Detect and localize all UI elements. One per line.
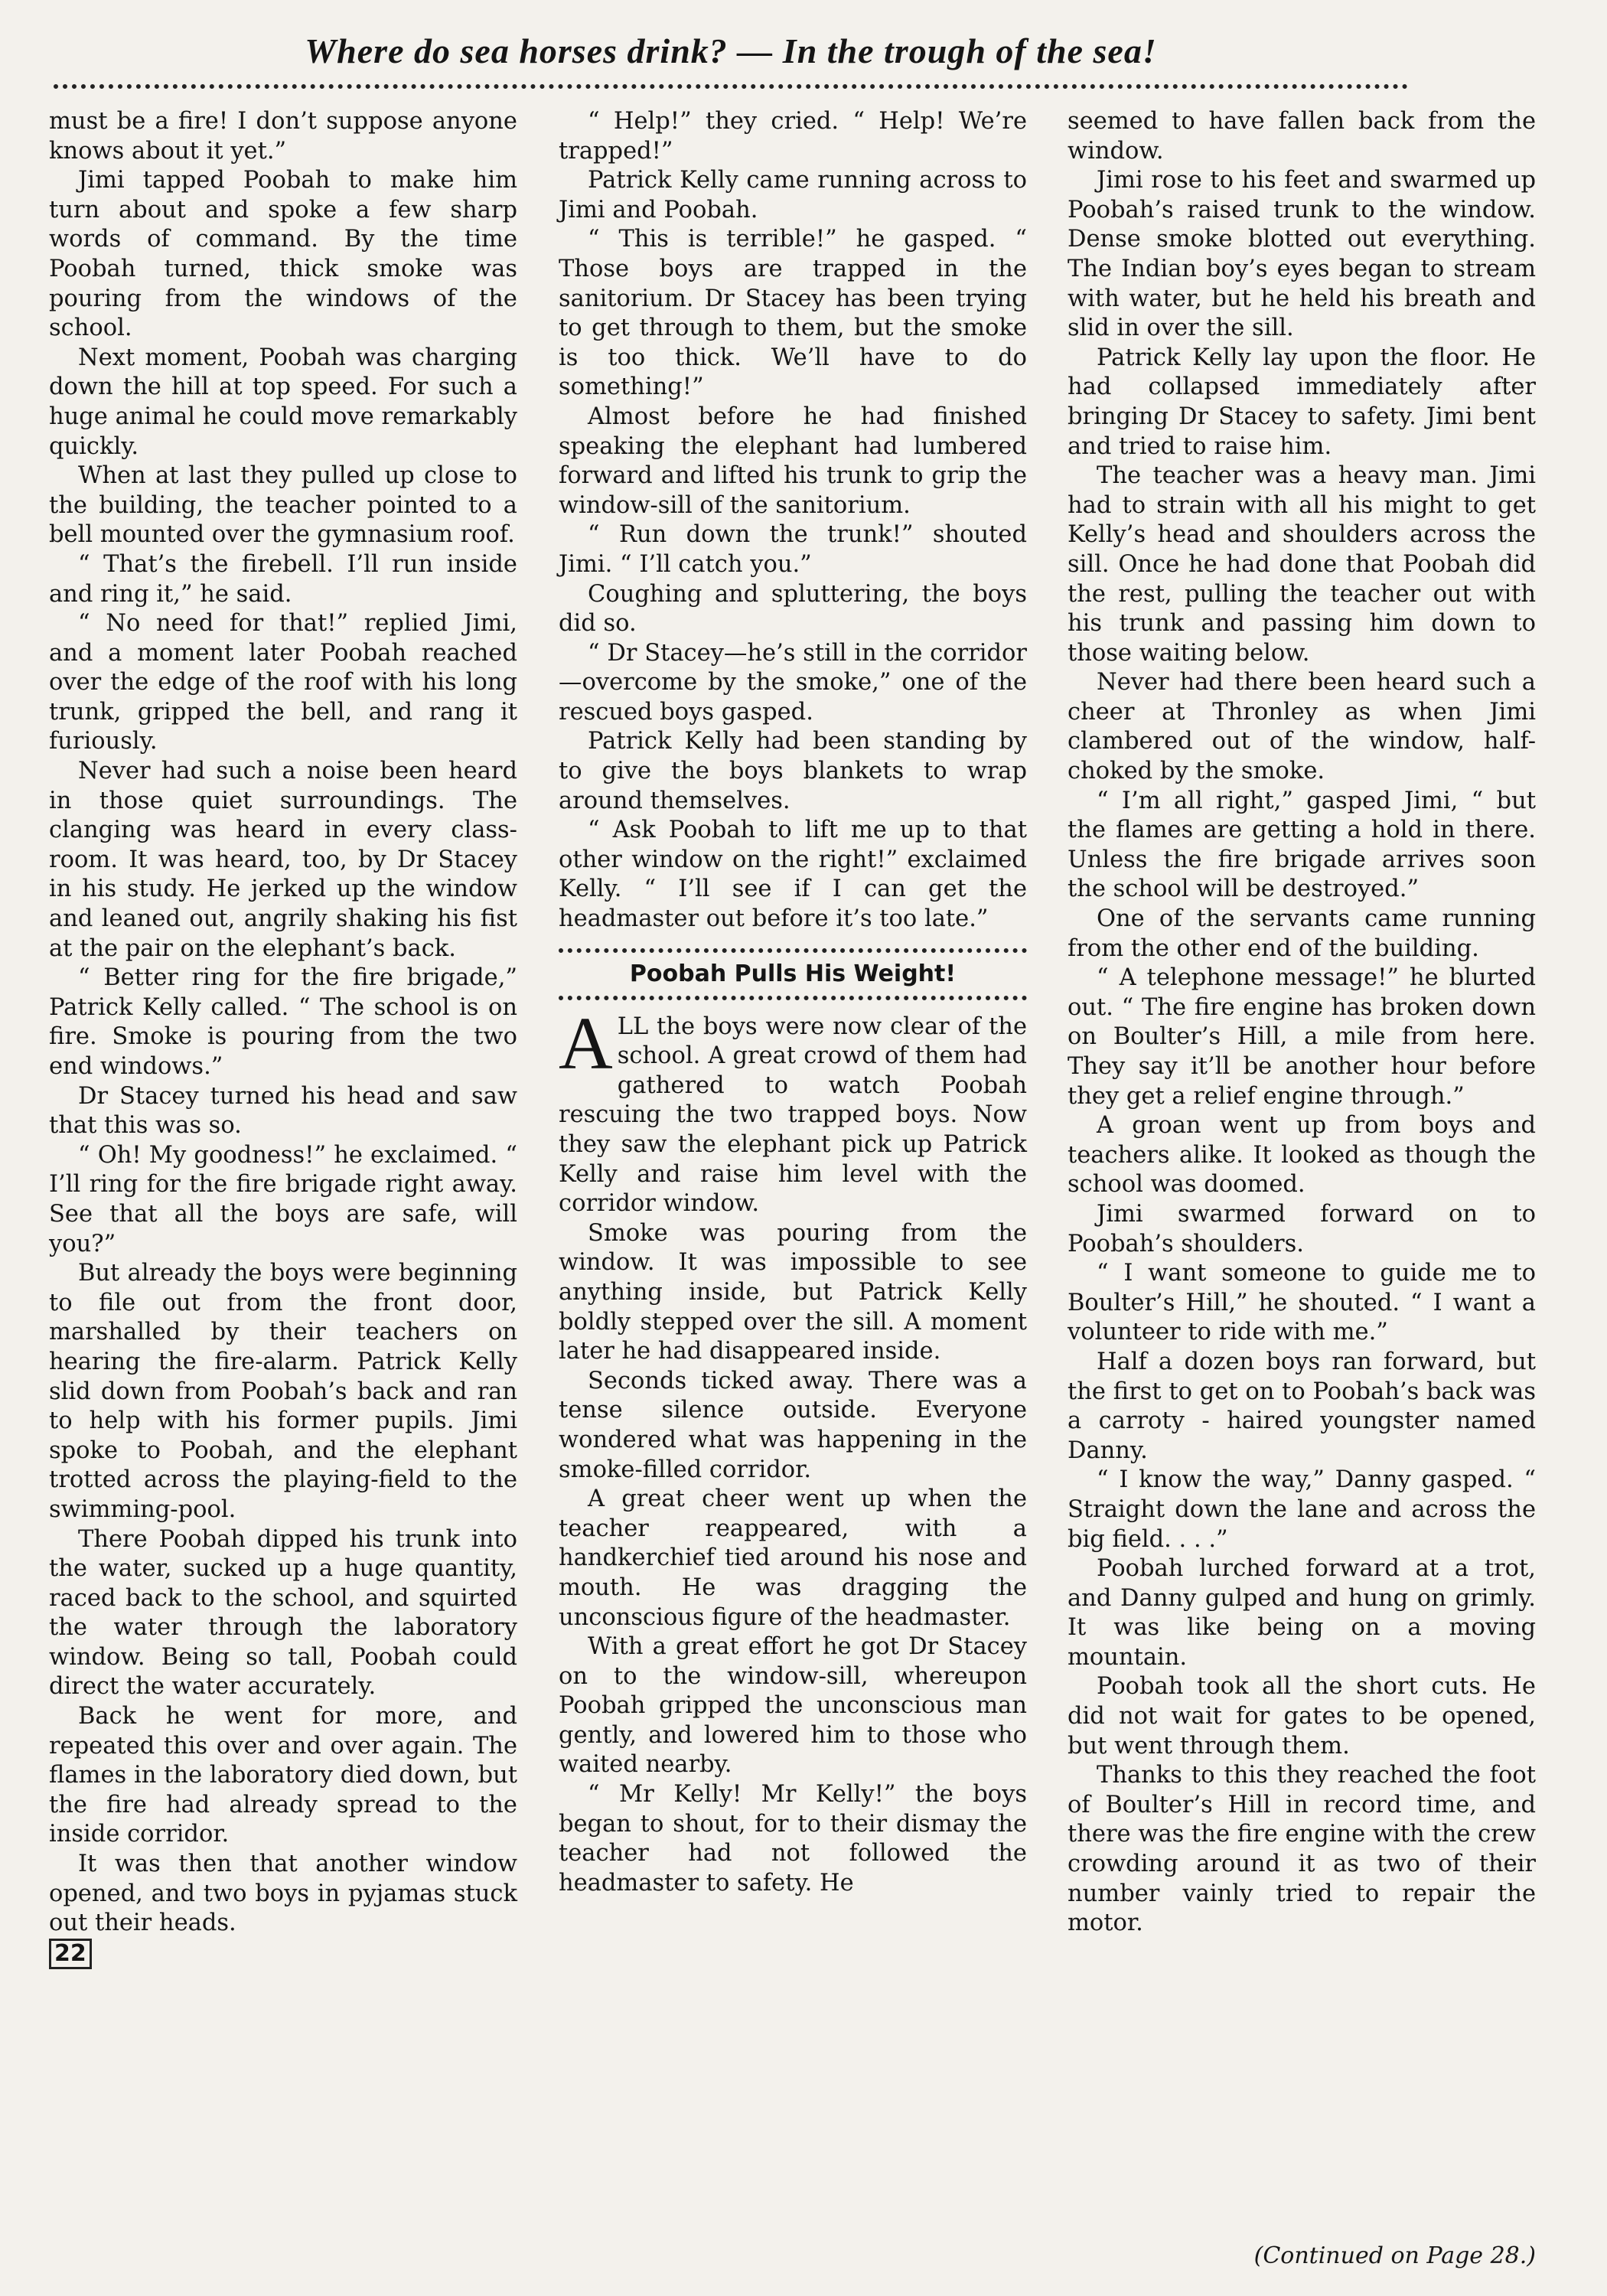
paragraph: It was then that another window opened, and two boys in pyjamas stuck out their heads. <box>49 1851 517 1937</box>
paragraph: With a great effort he got Dr Stacey on to the window-sill, whereupon Poobah gripped the unconscious man gently, and lowered him to those who waited nearby. <box>559 1633 1027 1779</box>
paragraph: A great cheer went up when the teacher reappeared, with a handkerchief tied around his nose and mouth. He was dragging the unconscious figure of the headmaster. <box>559 1486 1027 1631</box>
paragraph: “ That’s the firebell. I’ll run inside and ring it,” he said. <box>49 550 517 608</box>
paragraph: Almost before he had finished speaking the elephant had lumbered forward and lifted his trunk to grip the window-sill of the sanitorium. <box>559 403 1027 519</box>
paragraph: Poobah took all the short cuts. He did not wait for gates to be opened, but went through them. <box>1068 1673 1536 1760</box>
header-rule <box>54 84 1408 89</box>
section-subheading: Poobah Pulls His Weight! <box>629 960 957 987</box>
paragraph: Jimi tapped Poobah to make him turn about and spoke a few sharp words of command. By the time Poobah turned, thick smoke was pouring from the windows of the school. <box>49 167 517 342</box>
paragraph: There Poobah dipped his trunk into the water, sucked up a huge quantity, raced back to the school, and squirted the water through the laboratory window. Being so tall, Poobah could direct the water accurately. <box>49 1525 517 1701</box>
paragraph: “ Help!” they cried. “ Help! We’re trapped!” <box>559 108 1027 165</box>
paragraph: Half a dozen boys ran forward, but the first to get on to Poobah’s back was a carroty - haired youngster named Danny. <box>1068 1348 1536 1464</box>
paragraph: “ I know the way,” Danny gasped. “ Straight down the lane and across the big field. . . .” <box>1068 1466 1536 1553</box>
paragraph: seemed to have fallen back from the window. <box>1068 108 1536 165</box>
paragraph: But already the boys were beginning to file out from the front door, marshalled by their teachers on hearing the fire-alarm. Patrick Kelly slid down from Poobah’s back and ran to help with his former pupils. Jimi spoke to Poobah, and the elephant trotted across the playing-field to the swimming-pool. <box>49 1260 517 1523</box>
paragraph: Next moment, Poobah was charging down the hill at top speed. For such a huge animal he could move remarkably quickly. <box>49 344 517 460</box>
paragraph: Smoke was pouring from the window. It was impossible to see anything inside, but Patrick Kelly boldly stepped over the sill. A moment later he had disappeared inside. <box>559 1219 1027 1365</box>
paragraph: Jimi rose to his feet and swarmed up Poobah’s raised trunk to the window. Dense smoke blotted out everything. The Indian boy’s eyes began to stream with water, but he held his breath and slid in over the sill. <box>1068 167 1536 342</box>
paragraph: Never had such a noise been heard in those quiet surroundings. The clanging was heard in every class-room. It was heard, too, by Dr Stacey in his study. He jerked up the window and leaned out, angrily shaking his fist at the pair on the elephant’s back. <box>49 758 517 962</box>
paragraph: must be a fire! I don’t suppose anyone knows about it yet.” <box>49 108 517 165</box>
paragraph: “ Ask Poobah to lift me up to that other window on the right!” exclaimed Kelly. “ I’ll see if I can get the headmaster out before it’s too late.” <box>559 817 1027 933</box>
paragraph: “ This is terrible!” he gasped. “ Those boys are trapped in the sanitorium. Dr Stacey has been trying to get through to them, but the smoke is too thick. We’ll have to do something!” <box>559 226 1027 401</box>
paragraph: “ Oh! My goodness!” he exclaimed. “ I’ll ring for the fire brigade right away. See that all the boys are safe, will you?” <box>49 1141 517 1257</box>
paragraph: “ I’m all right,” gasped Jimi, “ but the flames are getting a hold in there. Unless the fire brigade arrives soon the school will be destroyed.” <box>1068 787 1536 903</box>
paragraph: Never had there been heard such a cheer at Thronley as when Jimi clambered out of the window, half-choked by the smoke. <box>1068 669 1536 785</box>
paragraph: Poobah lurched forward at a trot, and Danny gulped and hung on grimly. It was like being on a moving mountain. <box>1068 1555 1536 1671</box>
paragraph: Jimi swarmed forward on to Poobah’s shoulders. <box>1068 1200 1536 1257</box>
column-1 <box>49 107 517 1969</box>
column-3 <box>1068 107 1536 1939</box>
paragraph: “ A telephone message!” he blurted out. “ The fire engine has broken down on Boulter’s Hill, a mile from here. They say it’ll be another hour before they get a relief engine through.” <box>1068 964 1536 1110</box>
paragraph-text: LL the boys were now clear of the school. A great crowd of them had gathered to watch Poobah rescuing the two trapped boys. Now they saw the elephant pick up Patrick Kelly and raise him level with the corridor window. <box>559 1013 1027 1218</box>
paragraph: Seconds ticked away. There was a tense silence outside. Everyone wondered what was happening in the smoke-filled corridor. <box>559 1367 1027 1483</box>
dotted-rule <box>559 996 1027 1000</box>
paragraph: Patrick Kelly had been standing by to give the boys blankets to wrap around themselves. <box>559 728 1027 814</box>
paragraph: Patrick Kelly came running across to Jimi and Poobah. <box>559 167 1027 223</box>
paragraph: One of the servants came running from the other end of the building. <box>1068 905 1536 962</box>
paragraph: Back he went for more, and repeated this over and over again. The flames in the laboratory died down, but the fire had already spread to the inside corridor. <box>49 1703 517 1848</box>
dotted-rule <box>559 948 1027 953</box>
paragraph: “ Run down the trunk!” shouted Jimi. “ I’ll catch you.” <box>559 521 1027 578</box>
paragraph: “ I want someone to guide me to Boulter’s Hill,” he shouted. “ I want a volunteer to ride with me.” <box>1068 1260 1536 1346</box>
paragraph: Coughing and spluttering, the boys did so. <box>559 580 1027 638</box>
page-number: 22 <box>49 1939 92 1969</box>
continued-note: (Continued on Page 28.) <box>1253 2242 1536 2269</box>
paragraph: “ Better ring for the fire brigade,” Patrick Kelly called. “ The school is on fire. Smoke is pouring from the two end windows.” <box>49 964 517 1080</box>
paragraph: A groan went up from boys and teachers alike. It looked as though the school was doomed. <box>1068 1112 1536 1199</box>
paragraph: The teacher was a heavy man. Jimi had to strain with all his might to get Kelly’s head and shoulders across the sill. Once he had done that Poobah did the rest, pulling the teacher out with his trunk and passing him down to those waiting below. <box>1068 462 1536 667</box>
drop-cap: A <box>559 1002 613 1085</box>
column-2 <box>559 107 1027 1898</box>
paragraph: “ No need for that!” replied Jimi, and a moment later Poobah reached over the edge of the roof with his long trunk, gripped the bell, and rang it furiously. <box>49 610 517 755</box>
paragraph <box>559 1002 1027 1219</box>
page-number-line <box>49 1939 517 1969</box>
paragraph: “ Mr Kelly! Mr Kelly!” the boys began to shout, for to their dismay the teacher had not followed the headmaster to safety. He <box>559 1781 1027 1896</box>
paragraph: Patrick Kelly lay upon the floor. He had collapsed immediately after bringing Dr Stacey to safety. Jimi bent and tried to raise him. <box>1068 344 1536 460</box>
paragraph: Thanks to this they reached the foot of Boulter’s Hill in record time, and there was the fire engine with the crew crowding around it as two of their number vainly tried to repair the motor. <box>1068 1762 1536 1937</box>
paragraph: When at last they pulled up close to the building, the teacher pointed to a bell mounted over the gymnasium roof. <box>49 462 517 549</box>
page-header: Where do sea horses drink? — In the trough of the sea! <box>305 31 1157 70</box>
paragraph: “ Dr Stacey—he’s still in the corridor—overcome by the smoke,” one of the rescued boys gasped. <box>559 639 1027 726</box>
paragraph: Dr Stacey turned his head and saw that this was so. <box>49 1082 517 1140</box>
section-divider <box>559 948 1027 1000</box>
